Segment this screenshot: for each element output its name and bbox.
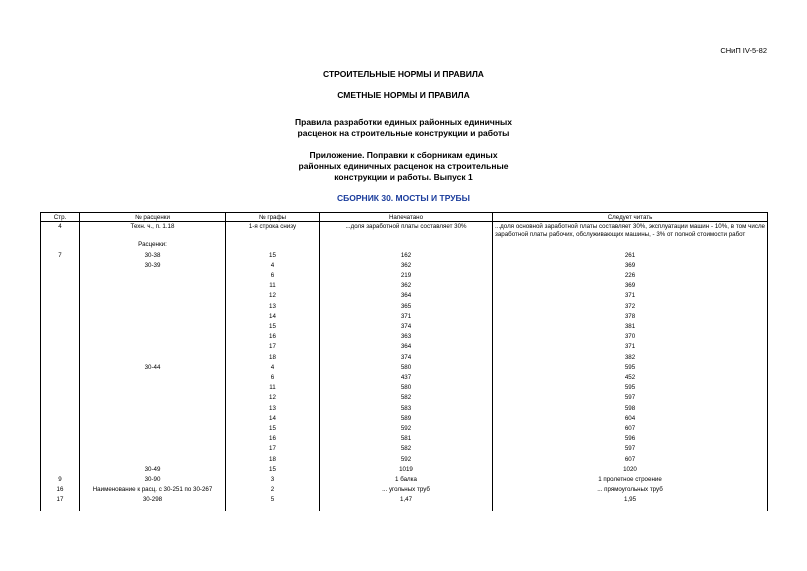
cell-page	[41, 312, 80, 322]
cell-printed: 582	[320, 393, 493, 403]
cell-rate-number	[80, 444, 226, 454]
cell-should-read: 382	[493, 353, 768, 363]
table-row	[41, 322, 768, 332]
cell-should-read: 607	[493, 455, 768, 465]
table-row	[41, 332, 768, 342]
table-row	[41, 312, 768, 322]
cell-page	[41, 261, 80, 271]
cell-printed: 371	[320, 312, 493, 322]
cell-column-number: 13	[226, 302, 320, 312]
cell-page	[41, 444, 80, 454]
table-row	[41, 363, 768, 373]
cell-printed: 437	[320, 373, 493, 383]
cell-rate-number	[80, 455, 226, 465]
cell-rate-number	[80, 383, 226, 393]
table-row	[41, 383, 768, 393]
table-row	[41, 465, 768, 475]
cell-should-read: ... прямоугольных труб	[493, 485, 768, 495]
collection-title: СБОРНИК 30. МОСТЫ И ТРУБЫ	[337, 193, 470, 203]
cell-should-read: 381	[493, 322, 768, 332]
cell-column-number: 15	[226, 251, 320, 261]
cell-printed: 589	[320, 414, 493, 424]
cell-should-read: 226	[493, 271, 768, 281]
table-row	[41, 455, 768, 465]
cell-page	[41, 434, 80, 444]
cell-rate-number	[80, 342, 226, 352]
cell-page	[41, 455, 80, 465]
cell-rate-number	[80, 332, 226, 342]
cell-rate-number: 30-49	[80, 465, 226, 475]
cell-rate-number: Наименование к расц. с 30-251 по 30-267	[80, 485, 226, 495]
cell-column-number: 18	[226, 455, 320, 465]
cell-should-read: 1020	[493, 465, 768, 475]
table-row	[41, 353, 768, 363]
cell-should-read: 1 пролетное строение	[493, 475, 768, 485]
cell-page	[41, 363, 80, 373]
header-printed: Напечатано	[320, 213, 493, 222]
table-row	[41, 495, 768, 510]
cell-page	[41, 353, 80, 363]
header-should-read: Следует читать	[493, 213, 768, 222]
cell-page	[41, 342, 80, 352]
cell-rate-number	[80, 281, 226, 291]
cell-column-number: 18	[226, 353, 320, 363]
cell-printed: 580	[320, 363, 493, 373]
title-building-norms: СТРОИТЕЛЬНЫЕ НОРМЫ И ПРАВИЛА	[323, 69, 484, 79]
cell-printed: 365	[320, 302, 493, 312]
cell-should-read: 1,95	[493, 495, 768, 510]
cell-column-number: 6	[226, 271, 320, 281]
cell-column-number: 4	[226, 363, 320, 373]
cell-page	[41, 414, 80, 424]
cell-page: 17	[41, 495, 80, 510]
cell-should-read: 597	[493, 444, 768, 454]
cell-should-read: 597	[493, 393, 768, 403]
cell-column-number: 6	[226, 373, 320, 383]
cell-printed: 219	[320, 271, 493, 281]
cell-should-read: 595	[493, 383, 768, 393]
cell-should-read: 369	[493, 261, 768, 271]
cell-column-number: 5	[226, 495, 320, 510]
table-row	[41, 302, 768, 312]
cell-printed: 1,47	[320, 495, 493, 510]
table-row	[41, 475, 768, 485]
cell-column-number: 11	[226, 281, 320, 291]
cell-printed: 374	[320, 353, 493, 363]
cell-rate-number	[80, 353, 226, 363]
cell-rate-number	[80, 302, 226, 312]
cell-printed: 592	[320, 455, 493, 465]
cell-should-read: 378	[493, 312, 768, 322]
table-row	[41, 404, 768, 414]
cell-rate-number: 30-39	[80, 261, 226, 271]
cell-printed: 362	[320, 261, 493, 271]
header-column-number: № графы	[226, 213, 320, 222]
cell-column-number: 12	[226, 393, 320, 403]
cell-rate-number	[80, 424, 226, 434]
table-row	[41, 444, 768, 454]
table-row	[41, 222, 768, 241]
cell-should-read: 596	[493, 434, 768, 444]
cell-rate-number: 30-44	[80, 363, 226, 373]
cell-page	[41, 281, 80, 291]
cell-page	[41, 404, 80, 414]
table-row	[41, 240, 768, 250]
table-row	[41, 251, 768, 261]
cell-printed: 580	[320, 383, 493, 393]
cell-printed: 1 балка	[320, 475, 493, 485]
cell-should-read: 607	[493, 424, 768, 434]
header-rate-number: № расценки	[80, 213, 226, 222]
cell-printed: 592	[320, 424, 493, 434]
cell-column-number: 15	[226, 322, 320, 332]
cell-should-read	[493, 240, 768, 250]
cell-column-number: 16	[226, 332, 320, 342]
table-row	[41, 414, 768, 424]
cell-printed: 374	[320, 322, 493, 332]
cell-printed: 583	[320, 404, 493, 414]
cell-rate-number	[80, 271, 226, 281]
cell-column-number: 16	[226, 434, 320, 444]
cell-column-number: 15	[226, 465, 320, 475]
cell-page	[41, 465, 80, 475]
table-row	[41, 261, 768, 271]
appendix-line-2: районных единичных расценок на строительные	[298, 161, 509, 171]
cell-rate-number	[80, 322, 226, 332]
cell-printed: 1019	[320, 465, 493, 475]
cell-column-number: 17	[226, 342, 320, 352]
cell-printed: 362	[320, 281, 493, 291]
cell-page: 16	[41, 485, 80, 495]
cell-page	[41, 291, 80, 301]
cell-column-number: 11	[226, 383, 320, 393]
cell-rate-number: Техн. ч., п. 1.18	[80, 222, 226, 241]
cell-page	[41, 424, 80, 434]
table-row	[41, 434, 768, 444]
table-row	[41, 281, 768, 291]
cell-printed: 581	[320, 434, 493, 444]
cell-should-read: 370	[493, 332, 768, 342]
cell-should-read: 452	[493, 373, 768, 383]
cell-page	[41, 332, 80, 342]
cell-column-number: 1-я строка снизу	[226, 222, 320, 241]
cell-rate-number: 30-90	[80, 475, 226, 485]
cell-rate-number	[80, 393, 226, 403]
cell-column-number	[226, 240, 320, 250]
cell-rate-number	[80, 414, 226, 424]
table-row	[41, 373, 768, 383]
cell-column-number: 17	[226, 444, 320, 454]
cell-should-read: 604	[493, 414, 768, 424]
cell-printed: 363	[320, 332, 493, 342]
cell-printed: 364	[320, 342, 493, 352]
table-row	[41, 291, 768, 301]
cell-should-read: 369	[493, 281, 768, 291]
title-estimate-norms: СМЕТНЫЕ НОРМЫ И ПРАВИЛА	[337, 90, 470, 100]
corrections-table	[40, 212, 768, 511]
appendix-line-3: конструкции и работы. Выпуск 1	[334, 172, 473, 182]
cell-page	[41, 240, 80, 250]
table-row	[41, 424, 768, 434]
cell-column-number: 3	[226, 475, 320, 485]
cell-should-read: 261	[493, 251, 768, 261]
cell-page: 4	[41, 222, 80, 241]
cell-rate-number	[80, 291, 226, 301]
cell-page: 9	[41, 475, 80, 485]
cell-rate-number	[80, 373, 226, 383]
cell-rate-number: 30-38	[80, 251, 226, 261]
subtitle-line-2: расценок на строительные конструкции и работы	[297, 128, 510, 138]
cell-column-number: 13	[226, 404, 320, 414]
table-row	[41, 393, 768, 403]
subtitle-line-1: Правила разработки единых районных единичных	[295, 117, 512, 127]
cell-rate-number	[80, 404, 226, 414]
cell-printed: ... угольных труб	[320, 485, 493, 495]
table-row	[41, 271, 768, 281]
cell-column-number: 12	[226, 291, 320, 301]
table-row	[41, 485, 768, 495]
cell-should-read: 371	[493, 342, 768, 352]
table-header-row	[41, 213, 768, 222]
cell-should-read: 598	[493, 404, 768, 414]
appendix-line-1: Приложение. Поправки к сборникам единых	[309, 150, 498, 160]
cell-page	[41, 373, 80, 383]
cell-column-number: 4	[226, 261, 320, 271]
cell-rate-number	[80, 312, 226, 322]
cell-printed: 364	[320, 291, 493, 301]
cell-column-number: 15	[226, 424, 320, 434]
cell-column-number: 14	[226, 414, 320, 424]
cell-page	[41, 393, 80, 403]
cell-column-number: 14	[226, 312, 320, 322]
header-page: Стр.	[41, 213, 80, 222]
cell-rate-number: Расценки:	[80, 240, 226, 250]
cell-should-read: 372	[493, 302, 768, 312]
cell-rate-number: 30-298	[80, 495, 226, 510]
cell-printed: 582	[320, 444, 493, 454]
cell-page: 7	[41, 251, 80, 261]
cell-column-number: 2	[226, 485, 320, 495]
cell-should-read: 595	[493, 363, 768, 373]
document-code: СНиП IV-5-82	[720, 46, 767, 55]
cell-page	[41, 322, 80, 332]
cell-printed	[320, 240, 493, 250]
cell-page	[41, 383, 80, 393]
cell-rate-number	[80, 434, 226, 444]
cell-printed: ...доля заработной платы составляет 30%	[320, 222, 493, 241]
cell-printed: 162	[320, 251, 493, 261]
cell-should-read: 371	[493, 291, 768, 301]
table-row	[41, 342, 768, 352]
cell-page	[41, 271, 80, 281]
cell-page	[41, 302, 80, 312]
cell-should-read: ...доля основной заработной платы составляет 30%, эксплуатации машин - 10%, в том числе заработной платы рабочих, обслуживающих машины, - 3% от полной стоимости работ	[493, 222, 768, 241]
